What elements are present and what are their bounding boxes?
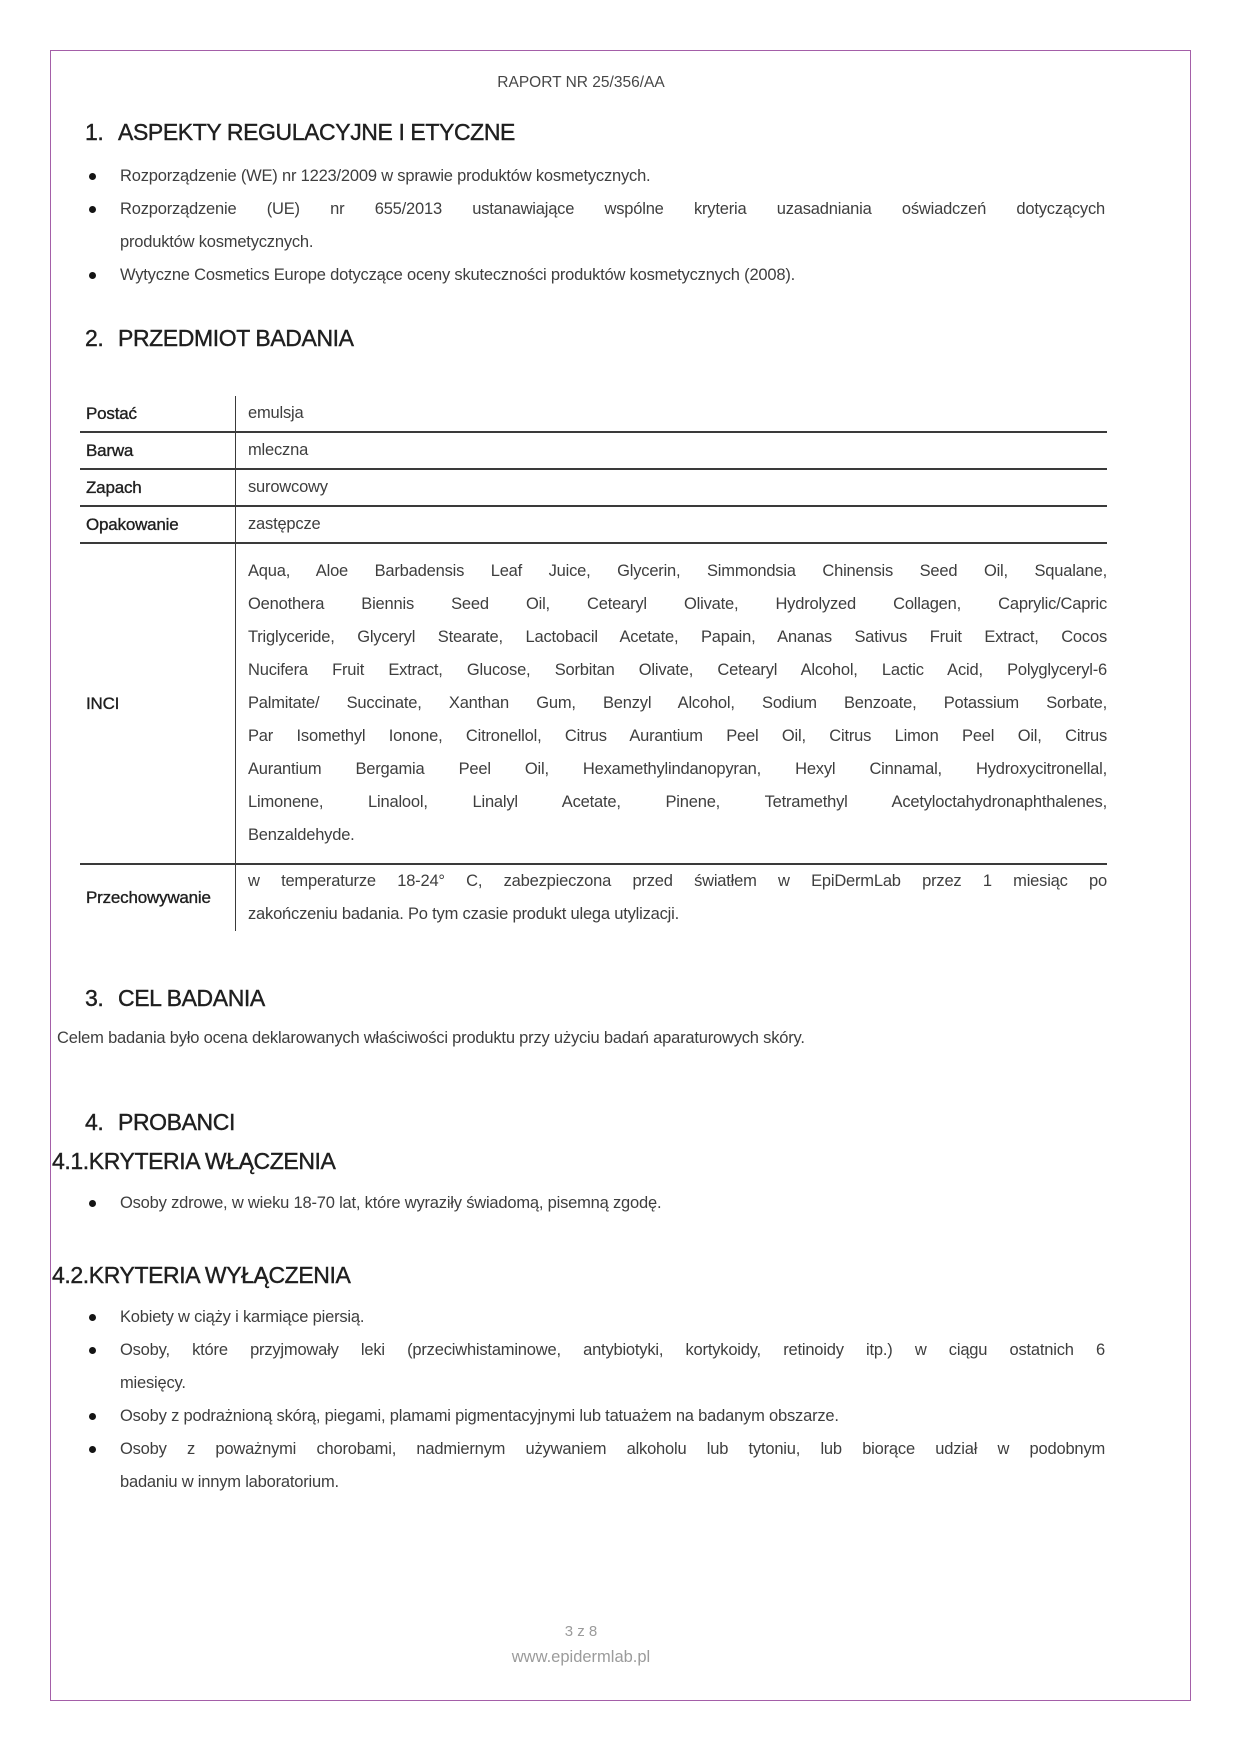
- exclusion-criteria-list: [57, 1301, 1105, 1499]
- section-number: 3.: [85, 985, 104, 1011]
- list-item-text: Rozporządzenie (UE) nr 655/2013 ustanawiające wspólne kryteria uzasadniania oświadczeń dotyczących: [120, 200, 1105, 218]
- bullet-icon: [89, 206, 96, 213]
- storage-line: zakończeniu badania. Po tym czasie produkt ulega utylizacji.: [248, 905, 679, 923]
- row-value: zastępcze: [235, 507, 1107, 542]
- list-item: [57, 1433, 1105, 1499]
- bullet-icon: [89, 272, 96, 279]
- subsection-number: 4.2.: [52, 1262, 89, 1288]
- table-row: [80, 470, 1107, 507]
- section-title: PRZEDMIOT BADANIA: [118, 325, 354, 351]
- row-label: Barwa: [86, 440, 134, 460]
- bullet-icon: [89, 173, 96, 180]
- list-item: [57, 1400, 1105, 1433]
- storage-line: w temperaturze 18-24° C, zabezpieczona przed światłem w EpiDermLab przez 1 miesiąc po: [248, 872, 1107, 890]
- row-label: Opakowanie: [86, 514, 179, 534]
- list-item-text: Osoby z poważnymi chorobami, nadmiernym używaniem alkoholu lub tytoniu, lub biorące udział w podobnym: [120, 1440, 1105, 1458]
- row-label: Postać: [86, 403, 137, 423]
- list-item-text: Osoby zdrowe, w wieku 18-70 lat, które wyraziły świadomą, pisemną zgodę.: [120, 1194, 662, 1212]
- list-item-text: Rozporządzenie (WE) nr 1223/2009 w sprawie produktów kosmetycznych.: [120, 167, 651, 185]
- page-footer: [57, 1622, 1105, 1672]
- table-row-inci: [80, 544, 1107, 865]
- subsection-title: KRYTERIA WŁĄCZENIA: [88, 1148, 336, 1174]
- subsection-title: KRYTERIA WYŁĄCZENIA: [88, 1262, 351, 1288]
- bullet-icon: [89, 1446, 96, 1453]
- list-item-text: badaniu w innym laboratorium.: [120, 1473, 339, 1491]
- section-title: PROBANCI: [118, 1109, 235, 1135]
- section-4-heading: [85, 1109, 1105, 1136]
- table-row-storage: [80, 865, 1107, 931]
- inci-line: Aurantium Bergamia Peel Oil, Hexamethylindanopyran, Hexyl Cinnamal, Hydroxycitronellal,: [248, 760, 1107, 778]
- report-page-content: [52, 50, 1107, 1499]
- list-item: [57, 193, 1105, 259]
- row-value: [235, 544, 1107, 863]
- row-label: Przechowywanie: [86, 888, 211, 907]
- list-item: [57, 160, 1105, 193]
- report-number-header: RAPORT NR 25/356/AA: [497, 74, 665, 91]
- list-item-text: Osoby z podrażnioną skórą, piegami, plamami pigmentacyjnymi lub tatuażem na badanym obszarze.: [120, 1407, 839, 1425]
- list-item-text: Osoby, które przyjmowały leki (przeciwhistaminowe, antybiotyki, kortykoidy, retinoidy itp.) w ciągu ostatnich 6: [120, 1341, 1105, 1359]
- inci-line: Palmitate/ Succinate, Xanthan Gum, Benzyl Alcohol, Sodium Benzoate, Potassium Sorbate,: [248, 694, 1107, 712]
- inci-line: Oenothera Biennis Seed Oil, Cetearyl Olivate, Hydrolyzed Collagen, Caprylic/Capric: [248, 595, 1107, 613]
- section-number: 1.: [85, 119, 104, 145]
- section-1-heading: [85, 119, 1105, 146]
- section-title: CEL BADANIA: [118, 985, 265, 1011]
- list-item-text: Wytyczne Cosmetics Europe dotyczące oceny skuteczności produktów kosmetycznych (2008).: [120, 266, 796, 284]
- section-number: 2.: [85, 325, 104, 351]
- list-item: [57, 1334, 1105, 1400]
- inci-line: Limonene, Linalool, Linalyl Acetate, Pinene, Tetramethyl Acetyloctahydronaphthalenes,: [248, 793, 1107, 811]
- inci-line: Nucifera Fruit Extract, Glucose, Sorbitan Olivate, Cetearyl Alcohol, Lactic Acid, Polyglyceryl-6: [248, 661, 1107, 679]
- section-2-heading: [85, 325, 1105, 352]
- list-item-text: produktów kosmetycznych.: [120, 233, 314, 251]
- inci-line: Benzaldehyde.: [248, 826, 355, 844]
- inclusion-criteria-list: [57, 1187, 1105, 1220]
- bullet-icon: [89, 1347, 96, 1354]
- section-4-1-heading: [52, 1148, 1105, 1175]
- section-title: ASPEKTY REGULACYJNE I ETYCZNE: [118, 119, 515, 145]
- section-1-bullet-list: [57, 160, 1105, 292]
- bullet-icon: [89, 1413, 96, 1420]
- inci-line: Par Isomethyl Ionone, Citronellol, Citrus Aurantium Peel Oil, Citrus Limon Peel Oil, Citrus: [248, 727, 1107, 745]
- list-item-text: miesięcy.: [120, 1374, 186, 1392]
- inci-line: Triglyceride, Glyceryl Stearate, Lactobacil Acetate, Papain, Ananas Sativus Fruit Extract, Cocos: [248, 628, 1107, 646]
- table-row: [80, 507, 1107, 544]
- section-number: 4.: [85, 1109, 104, 1135]
- list-item: [57, 1301, 1105, 1334]
- study-subject-table: [80, 396, 1107, 931]
- section-3-heading: [85, 985, 1105, 1012]
- row-label: INCI: [86, 693, 120, 713]
- list-item: [57, 1187, 1105, 1220]
- list-item-text: Kobiety w ciąży i karmiące piersią.: [120, 1308, 365, 1326]
- website-url: www.epidermlab.pl: [511, 1648, 651, 1666]
- row-value: [235, 865, 1107, 931]
- page-number: 3 z 8: [564, 1623, 598, 1640]
- row-label: Zapach: [86, 477, 142, 497]
- table-row: [80, 396, 1107, 433]
- inci-line: Aqua, Aloe Barbadensis Leaf Juice, Glycerin, Simmondsia Chinensis Seed Oil, Squalane,: [248, 562, 1107, 580]
- section-3-body-text: Celem badania było ocena deklarowanych właściwości produktu przy użyciu badań aparaturowych skóry.: [57, 1029, 805, 1047]
- table-row: [80, 433, 1107, 470]
- list-item: [57, 259, 1105, 292]
- bullet-icon: [89, 1200, 96, 1207]
- row-value: emulsja: [235, 396, 1107, 431]
- row-value: mleczna: [235, 433, 1107, 468]
- section-4-2-heading: [52, 1262, 1105, 1289]
- subsection-number: 4.1.: [52, 1148, 89, 1174]
- bullet-icon: [89, 1314, 96, 1321]
- row-value: surowcowy: [235, 470, 1107, 505]
